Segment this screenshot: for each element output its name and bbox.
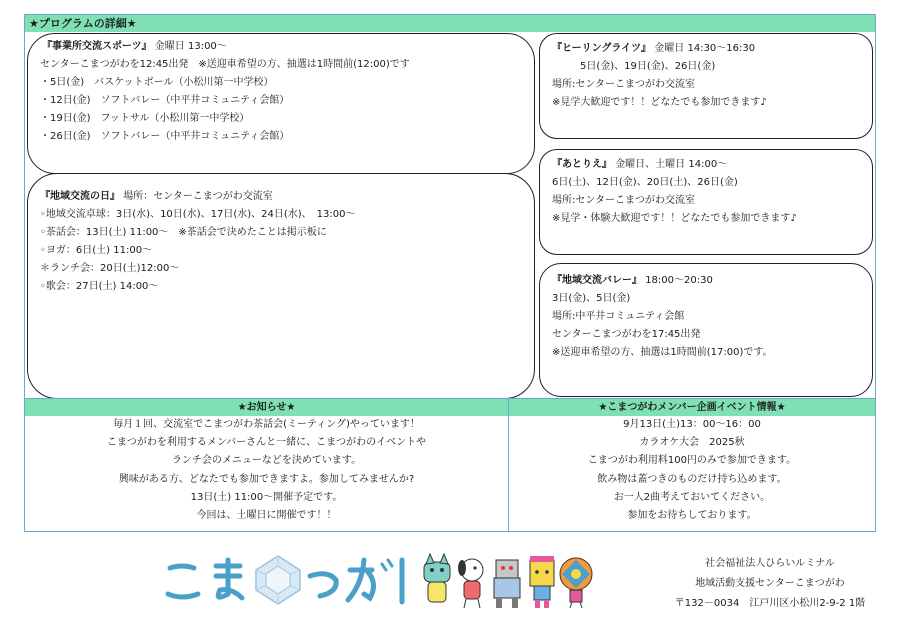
notice-header: ★お知らせ★: [25, 399, 508, 416]
notice-line: ランチ会のメニューなどを決めています。: [171, 455, 362, 467]
footer: [0, 540, 900, 636]
jigyosho-line: センターこまつがわを12:45出発 ※送迎車希望の方、抽選は1時間前(12:00)です: [40, 59, 410, 70]
atorie-schedule: 金曜日、土曜日 14:00～: [615, 159, 728, 170]
volley-line: 場所:中平井コミュニティ会館: [552, 311, 685, 322]
jigyosho-schedule: 金曜日 13:00～: [154, 41, 227, 52]
event-line: こまつがわ利用料100円のみで参加できます。: [587, 455, 797, 467]
block-character-icon: [530, 556, 554, 608]
notice-line: 今回は、土曜日に開催です！！: [196, 510, 337, 522]
center-name: 地域活動支援センターこまつがわ: [695, 578, 845, 589]
notice-column: [25, 399, 509, 531]
org-name: 社会福祉法人ひらいルミナル: [705, 558, 835, 569]
healing-schedule: 金曜日 14:30～16:30: [654, 43, 756, 54]
info-panel: [24, 398, 876, 532]
volley-line: ※送迎車希望の方、抽選は1時間前(17:00)です。: [552, 347, 773, 358]
chiiki-line: ◦ヨガ：6日(土) 11:00～: [40, 245, 153, 256]
notice-line: こまつがわを利用するメンバーさんと一緒に、こまつがわのイベントや: [106, 437, 427, 449]
event-line: お一人2曲考えておいてください。: [613, 491, 771, 503]
chiiki-place: 場所：センターこまつがわ交流室: [123, 191, 273, 202]
event-header: ★こまつがわメンバー企画イベント情報★: [509, 399, 875, 416]
dog-icon: [458, 559, 483, 608]
jigyosho-sports-box: [27, 33, 535, 174]
chiiki-koryu-box: [27, 173, 535, 399]
jigyosho-line: ・5日(金) バスケットボール（小松川第一中学校）: [40, 77, 274, 88]
atorie-title: 『あとりえ』: [552, 159, 612, 170]
atorie-line: ※見学・体験大歓迎です！！どなたでも参加できます♪: [552, 213, 797, 224]
program-details-header: ★プログラムの詳細★: [25, 15, 875, 32]
notice-line: 興味がある方、どなたでも参加できますよ。参加してみませんか?: [118, 473, 415, 485]
jigyosho-line: ・12日(金) ソフトバレー（中平井コミュニティ会館）: [40, 95, 290, 106]
healing-line: 場所:センターこまつがわ交流室: [552, 79, 695, 90]
volley-schedule: 18:00～20:30: [645, 275, 713, 286]
notice-line: 13日(土) 11:00～開催予定です。: [190, 491, 343, 503]
mascot-characters: [420, 552, 596, 610]
healing-line: 5日(金)、19日(金)、26日(金): [580, 61, 716, 72]
mandala-character-icon: [560, 558, 592, 608]
event-line: カラオケ大会 2025秋: [639, 437, 745, 449]
notice-line: 毎月１回、交流室でこまつがわ茶話会(ミーティング)やっています！: [113, 419, 420, 430]
volley-line: 3日(金)、5日(金): [552, 293, 631, 304]
chiiki-line: ＊ランチ会：20日(土)12:00～: [40, 263, 180, 274]
chiiki-line: ◦茶話会：13日(土) 11:00～ ※茶話会で決めたことは掲示板に: [40, 227, 327, 238]
robot-icon: [494, 560, 520, 608]
organization-address: [650, 554, 890, 614]
atorie-line: 場所:センターこまつがわ交流室: [552, 195, 695, 206]
program-details-panel: [24, 14, 876, 412]
atorie-box: [539, 149, 873, 255]
chiiki-line: ◦地域交流卓球：3日(水)、10日(水)、17日(水)、24日(水)、 13:00～: [40, 209, 356, 220]
chiiki-line: ◦歌会：27日(土) 14:00～: [40, 281, 159, 292]
jigyosho-title: 『事業所交流スポーツ』: [42, 41, 152, 52]
cat-icon: [424, 554, 450, 602]
event-line: 飲み物は蓋つきのものだけ持ち込めます。: [597, 473, 787, 485]
atorie-line: 6日(土)、12日(金)、20日(土)、26日(金): [552, 177, 738, 188]
volley-title: 『地域交流バレー』: [552, 275, 642, 286]
postal-address: 〒132－0034 江戸川区小松川2-9-2 1階: [674, 598, 866, 609]
healing-lights-box: [539, 33, 873, 139]
healing-title: 『ヒーリングライツ』: [552, 43, 652, 54]
chiiki-title: 『地域交流の日』: [40, 191, 120, 202]
event-line: 9月13日(土)13：00～16：00: [623, 419, 761, 430]
volley-line: センターこまつがわを17:45出発: [552, 329, 701, 340]
event-line: 参加をお待ちしております。: [627, 510, 757, 522]
jigyosho-line: ・19日(金) フットサル（小松川第一中学校）: [40, 113, 250, 124]
chiiki-volley-box: [539, 263, 873, 397]
healing-line: ※見学大歓迎です！！どなたでも参加できます♪: [552, 97, 767, 108]
event-column: [509, 399, 875, 531]
jigyosho-line: ・26日(金) ソフトバレー（中平井コミュニティ会館）: [40, 131, 290, 142]
komatsugawa-logo: [160, 550, 420, 610]
